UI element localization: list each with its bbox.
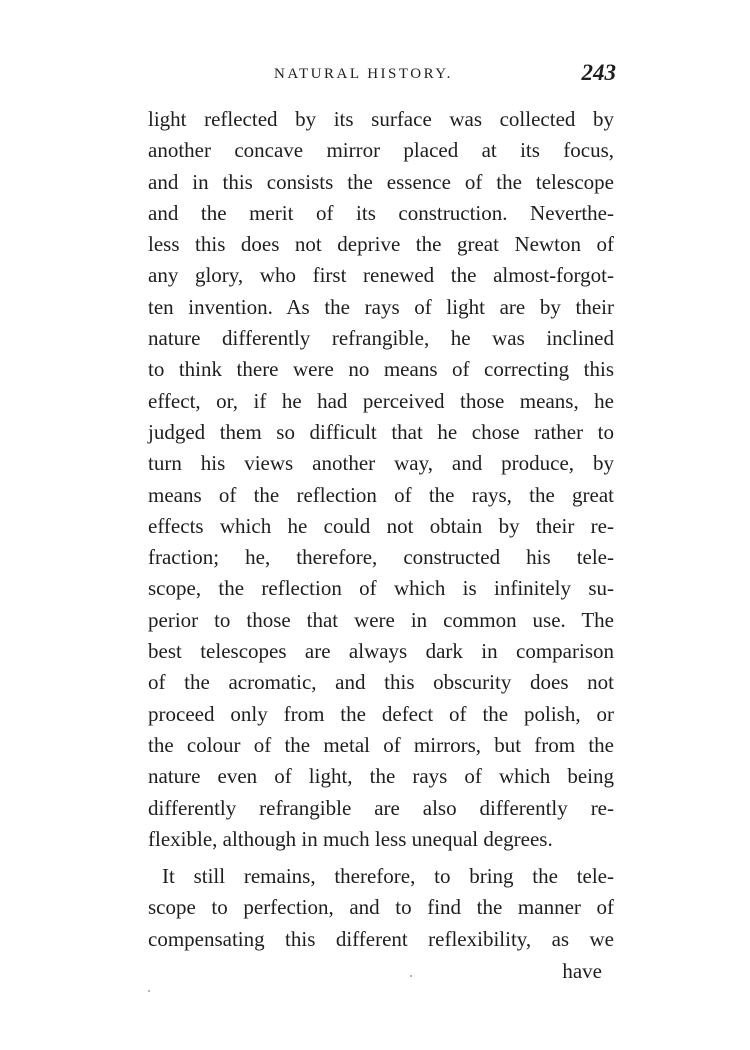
text-line: scope to perfection, and to find the manner of [148, 895, 614, 920]
text-line: nature differently refrangible, he was inclined [148, 326, 614, 351]
text-line: perior to those that were in common use. The [148, 607, 614, 632]
text-line: effects which he could not obtain by their re- [148, 513, 614, 538]
page-header [144, 60, 616, 90]
catchword: have [562, 959, 602, 983]
text-line: fraction; he, therefore, constructed his tele- [148, 545, 614, 570]
text-line: differently refrangible are also differently re- [148, 795, 614, 820]
text-line: any glory, who first renewed the almost-forgot- [148, 263, 614, 288]
body-text [148, 104, 614, 955]
text-line: ten invention. As the rays of light are by their [148, 294, 614, 319]
text-line: to think there were no means of correcting this [148, 357, 614, 382]
text-line: effect, or, if he had perceived those means, he [148, 388, 614, 413]
text-line: and the merit of its construction. Neverthe- [148, 200, 614, 225]
page-number: 243 [581, 60, 616, 85]
text-line: of the acromatic, and this obscurity does not [148, 670, 614, 695]
text-line: It still remains, therefore, to bring the tele- [162, 864, 614, 889]
text-line: proceed only from the defect of the polish, or [148, 701, 614, 726]
text-line: less this does not deprive the great Newton of [148, 232, 614, 257]
running-head: NATURAL HISTORY. [274, 66, 453, 82]
text-line: scope, the reflection of which is infinitely su- [148, 576, 614, 601]
text-line: light reflected by its surface was collected by [148, 107, 614, 131]
print-speck [148, 990, 150, 992]
text-line: and in this consists the essence of the telescope [148, 169, 614, 194]
text-line: turn his views another way, and produce, by [148, 451, 614, 476]
text-line: compensating this different reflexibility, as we [148, 926, 614, 951]
print-speck [410, 975, 412, 977]
text-line: nature even of light, the rays of which being [148, 764, 614, 789]
text-line: means of the reflection of the rays, the great [148, 482, 614, 507]
text-line: best telescopes are always dark in comparison [148, 639, 614, 664]
text-line: another concave mirror placed at its focus, [148, 138, 614, 163]
text-line: the colour of the metal of mirrors, but from the [148, 732, 614, 757]
text-line: judged them so difficult that he chose rather to [148, 419, 614, 444]
text-line: flexible, although in much less unequal degrees. [148, 826, 553, 851]
